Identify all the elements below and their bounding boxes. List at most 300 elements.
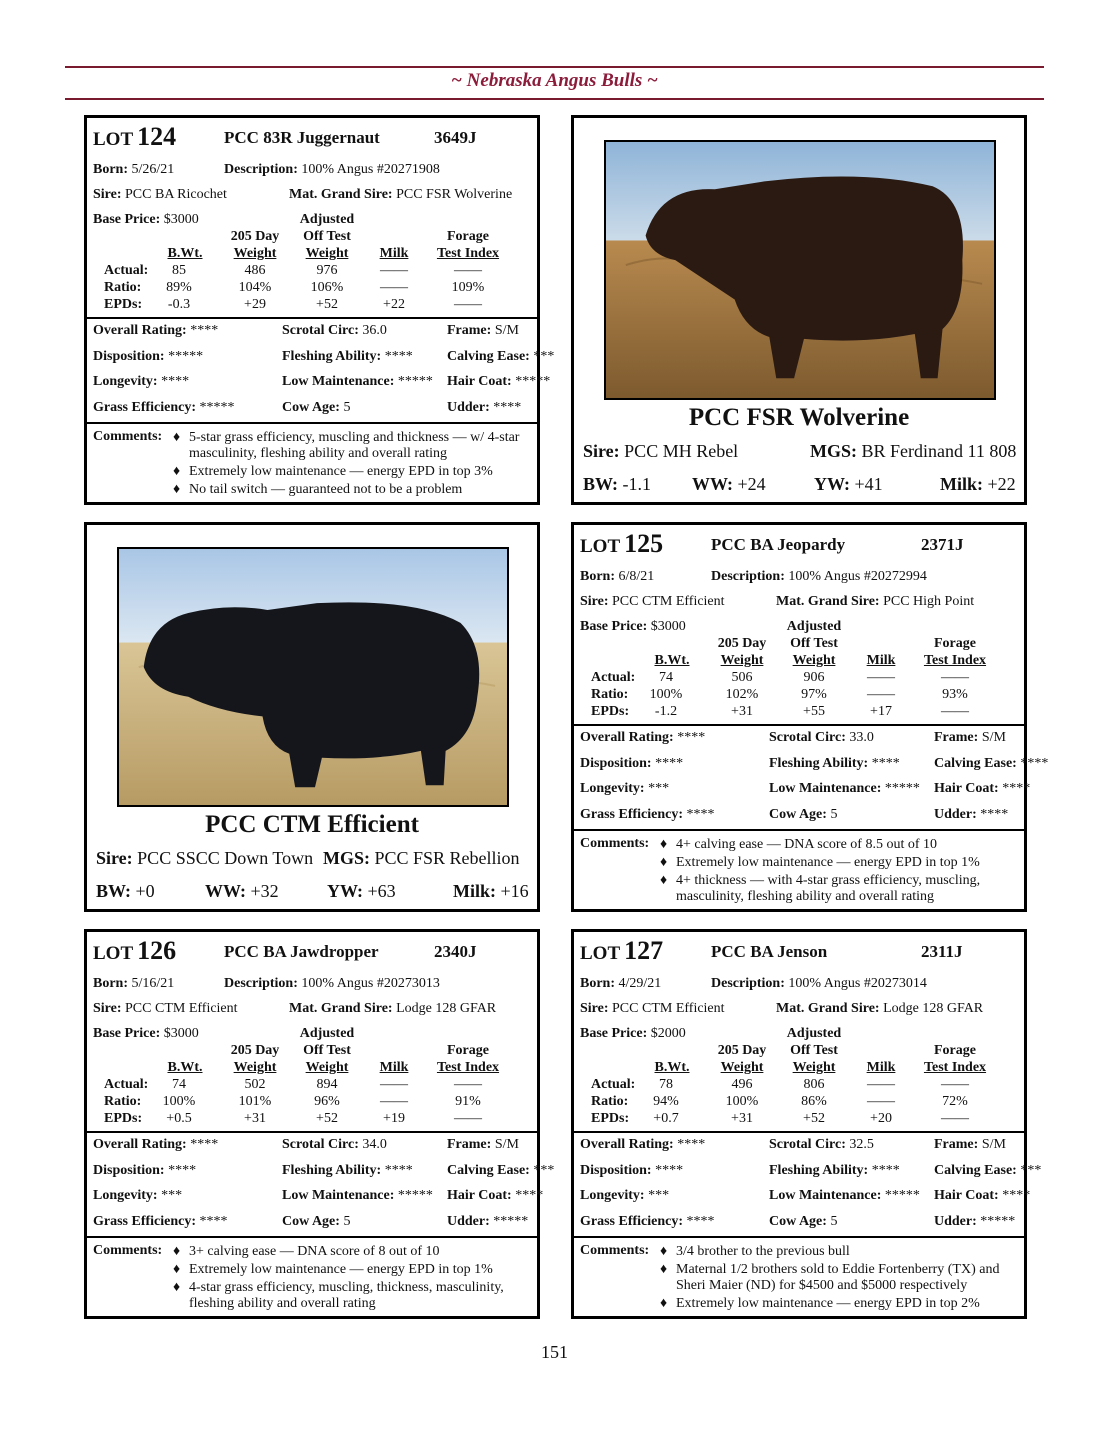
born — [93, 976, 174, 992]
rating-value: 5 — [830, 1213, 838, 1229]
sire-label: Sire: — [93, 1001, 122, 1016]
data-cell: 102% — [725, 687, 759, 702]
rating-label: Cow Age: — [769, 1213, 827, 1229]
rating-item — [769, 807, 837, 823]
comments-label: Comments: — [580, 1243, 650, 1258]
rating-label: Fleshing Ability: — [282, 1162, 382, 1178]
sire-value: PCC CTM Efficient — [612, 594, 725, 609]
rating-label: Scrotal Circ: — [769, 730, 846, 745]
rating-item — [447, 400, 521, 416]
photo-sire — [96, 848, 313, 869]
row-label: Actual: — [104, 263, 149, 278]
head-adjusted: Adjusted — [786, 619, 842, 634]
sire-value: PCC CTM Efficient — [125, 1001, 238, 1016]
description — [711, 976, 927, 992]
bullet-diamond-icon: ♦ — [173, 430, 181, 445]
rating-value: **** — [161, 374, 190, 389]
data-cell: —— — [941, 1077, 969, 1092]
data-cell: +52 — [316, 297, 338, 312]
lot-word: LOT — [580, 943, 621, 964]
lot-number — [93, 122, 176, 152]
col-milk: Milk — [866, 653, 896, 668]
rating-label: Hair Coat: — [934, 781, 999, 796]
lot-num: 124 — [137, 122, 177, 151]
photo-yw-value: +63 — [367, 881, 396, 901]
photo-bw — [583, 474, 651, 495]
bull-name: PCC 83R Juggernaut — [224, 128, 380, 147]
bull-tag: 3649J — [434, 128, 477, 147]
bull-photo — [117, 547, 509, 807]
born — [580, 976, 661, 992]
data-cell: +31 — [731, 704, 753, 719]
lot-number — [93, 936, 176, 966]
rating-label: Udder: — [934, 806, 977, 822]
rating-value: **** — [871, 755, 900, 771]
rating-value: ***** — [884, 1188, 920, 1203]
divider — [574, 1236, 1024, 1238]
photo-yw-label: YW: — [814, 474, 850, 494]
col-bwt: B.Wt. — [654, 1060, 690, 1075]
rating-item — [93, 374, 189, 390]
rating-label: Frame: — [447, 323, 492, 338]
photo-mgs-label: MGS: — [810, 441, 857, 461]
rating-value: **** — [677, 1137, 706, 1152]
rating-item — [769, 1214, 837, 1230]
base-price-label: Base Price: — [580, 619, 648, 634]
col-205-weight: Weight — [233, 1060, 277, 1075]
rating-item — [580, 1163, 683, 1179]
col-205-weight: Weight — [233, 246, 277, 261]
bull-name: PCC BA Jeopardy — [711, 535, 846, 554]
head-off-test: Off Test — [303, 229, 351, 244]
data-cell: —— — [867, 670, 895, 685]
data-cell: —— — [941, 670, 969, 685]
col-test-index: Test Index — [436, 1060, 500, 1075]
rating-label: Calving Ease: — [447, 1162, 530, 1178]
rating-item — [93, 323, 218, 339]
rating-value: ***** — [493, 1213, 529, 1229]
data-cell: +20 — [870, 1111, 892, 1126]
rating-label: Hair Coat: — [934, 1188, 999, 1203]
rating-label: Cow Age: — [282, 399, 340, 415]
rating-item — [447, 374, 550, 390]
sire-label: Sire: — [93, 187, 122, 202]
rating-value: **** — [1002, 1188, 1031, 1203]
rating-label: Calving Ease: — [934, 1162, 1017, 1178]
rating-item — [580, 756, 683, 772]
lot-num: 127 — [624, 936, 664, 965]
rating-item — [447, 1188, 543, 1204]
rating-value: *** — [648, 1188, 670, 1203]
rating-item — [282, 1214, 350, 1230]
rating-value: 5 — [343, 399, 351, 415]
data-cell: 85 — [172, 263, 186, 278]
data-cell: -1.2 — [654, 704, 678, 719]
born-label: Born: — [93, 162, 128, 177]
row-label: EPDs: — [104, 1111, 143, 1126]
comments-label: Comments: — [93, 1243, 163, 1258]
head-adjusted: Adjusted — [786, 1026, 842, 1041]
data-cell: 93% — [942, 687, 968, 702]
row-label: Actual: — [591, 1077, 636, 1092]
bull-name: PCC BA Jawdropper — [224, 942, 379, 961]
born-value: 5/26/21 — [131, 162, 175, 177]
rating-label: Frame: — [934, 1137, 979, 1152]
mat-grand-sire-label: Mat. Grand Sire: — [776, 1001, 880, 1016]
data-cell: 976 — [316, 263, 338, 278]
data-cell: +55 — [803, 704, 825, 719]
rating-item — [282, 400, 350, 416]
description — [224, 162, 440, 178]
rating-label: Longevity: — [93, 1188, 158, 1203]
bullet-diamond-icon: ♦ — [660, 1296, 668, 1311]
col-offtest-weight: Weight — [305, 246, 349, 261]
rating-value: ***** — [397, 1188, 433, 1203]
rating-item — [769, 1137, 874, 1153]
rating-value: *** — [161, 1188, 183, 1203]
rating-label: Low Maintenance: — [769, 1188, 882, 1203]
rating-value: **** — [1002, 781, 1031, 796]
bullet-diamond-icon: ♦ — [173, 464, 181, 479]
bullet-diamond-icon: ♦ — [660, 1262, 668, 1277]
rating-value: **** — [190, 1137, 219, 1152]
data-cell: 100% — [162, 1094, 196, 1109]
comments-label: Comments: — [93, 429, 163, 444]
mat-grand-sire-value: Lodge 128 GFAR — [883, 1001, 984, 1016]
photo-milk-label: Milk: — [940, 474, 983, 494]
rating-label: Fleshing Ability: — [769, 1162, 869, 1178]
photo-ww-value: +32 — [250, 881, 279, 901]
lot-card — [571, 522, 1049, 912]
rating-label: Frame: — [447, 1137, 492, 1152]
data-cell: +19 — [383, 1111, 405, 1126]
rating-item — [934, 1163, 1041, 1179]
born — [580, 569, 654, 585]
comment-text: 3/4 brother to the previous bull — [676, 1244, 850, 1259]
rating-item — [447, 1163, 554, 1179]
description — [711, 569, 927, 585]
data-cell: 78 — [659, 1077, 673, 1092]
data-cell: 806 — [803, 1077, 825, 1092]
data-cell: —— — [454, 1077, 482, 1092]
sire-value: PCC CTM Efficient — [612, 1001, 725, 1016]
rating-label: Disposition: — [93, 348, 165, 364]
mat-grand-sire-value: Lodge 128 GFAR — [396, 1001, 497, 1016]
base-price-value: $3000 — [650, 619, 686, 634]
rating-label: Scrotal Circ: — [282, 1137, 359, 1152]
photo-milk — [940, 474, 1016, 495]
divider — [87, 1131, 537, 1133]
rating-item — [934, 781, 1030, 797]
rating-value: **** — [655, 755, 684, 771]
rating-label: Overall Rating: — [580, 1137, 674, 1152]
comment-item — [660, 1296, 1010, 1312]
data-cell: +17 — [870, 704, 892, 719]
born-value: 5/16/21 — [131, 976, 175, 991]
rating-item — [580, 730, 705, 746]
rating-label: Low Maintenance: — [282, 1188, 395, 1203]
data-cell: 96% — [314, 1094, 340, 1109]
rating-item — [769, 1188, 920, 1204]
head-forage: Forage — [934, 636, 976, 651]
comment-item — [660, 855, 1010, 871]
lot-num: 126 — [137, 936, 177, 965]
rating-label: Hair Coat: — [447, 1188, 512, 1203]
data-cell: 496 — [731, 1077, 753, 1092]
row-label: EPDs: — [591, 1111, 630, 1126]
data-cell: —— — [380, 280, 408, 295]
rating-label: Grass Efficiency: — [580, 806, 684, 822]
rating-value: **** — [190, 323, 219, 338]
data-cell: 506 — [731, 670, 753, 685]
rating-value: 33.0 — [849, 730, 874, 745]
rating-item — [934, 1137, 1006, 1153]
rating-item — [447, 1214, 528, 1230]
col-offtest-weight: Weight — [305, 1060, 349, 1075]
photo-mgs-value: PCC FSR Rebellion — [374, 848, 520, 868]
data-cell: 502 — [244, 1077, 266, 1092]
rating-label: Longevity: — [93, 374, 158, 389]
bullet-diamond-icon: ♦ — [660, 855, 668, 870]
data-cell: —— — [454, 297, 482, 312]
head-adjusted: Adjusted — [299, 212, 355, 227]
rating-label: Longevity: — [580, 781, 645, 796]
sire-photo-name: PCC FSR Wolverine — [688, 404, 910, 431]
head-forage: Forage — [447, 1043, 489, 1058]
head-forage: Forage — [934, 1043, 976, 1058]
data-cell: —— — [454, 263, 482, 278]
col-test-index: Test Index — [923, 653, 987, 668]
comment-text: Maternal 1/2 brothers sold to Eddie Fortenberry (TX) and Sheri Maier (ND) for $4500 and $5000 respectively — [676, 1262, 1000, 1293]
description-label: Description: — [224, 976, 298, 991]
row-label: EPDs: — [104, 297, 143, 312]
divider — [574, 829, 1024, 831]
lot-word: LOT — [580, 536, 621, 557]
divider — [87, 317, 537, 319]
rating-item — [580, 781, 669, 797]
born-value: 4/29/21 — [618, 976, 662, 991]
sire-value: PCC BA Ricochet — [125, 187, 227, 202]
rating-label: Grass Efficiency: — [93, 1213, 197, 1229]
photo-bw — [96, 881, 155, 902]
rating-item — [447, 323, 519, 339]
divider — [574, 724, 1024, 726]
rating-label: Disposition: — [93, 1162, 165, 1178]
data-cell: 106% — [310, 280, 344, 295]
data-cell: 906 — [803, 670, 825, 685]
rating-label: Udder: — [447, 399, 490, 415]
col-205-weight: Weight — [720, 653, 764, 668]
description — [224, 976, 440, 992]
photo-milk-value: +16 — [500, 881, 529, 901]
description-label: Description: — [711, 569, 785, 584]
data-cell: 91% — [455, 1094, 481, 1109]
bullet-diamond-icon: ♦ — [173, 482, 181, 497]
col-milk: Milk — [379, 246, 409, 261]
rating-value: **** — [384, 1162, 413, 1178]
data-cell: +29 — [244, 297, 266, 312]
bullet-diamond-icon: ♦ — [660, 1244, 668, 1259]
rating-item — [282, 1163, 413, 1179]
data-cell: 101% — [238, 1094, 272, 1109]
base-price-label: Base Price: — [93, 212, 161, 227]
rating-value: 5 — [830, 806, 838, 822]
lot-num: 125 — [624, 529, 664, 558]
comment-item — [660, 1244, 1010, 1260]
col-offtest-weight: Weight — [792, 653, 836, 668]
description-label: Description: — [224, 162, 298, 177]
rating-label: Overall Rating: — [93, 323, 187, 338]
rating-item — [580, 1188, 669, 1204]
head-205-day: 205 Day — [230, 229, 280, 244]
photo-mgs-value: BR Ferdinand 11 808 — [861, 441, 1017, 461]
description-value: 100% Angus #20273013 — [301, 976, 440, 991]
row-label: Ratio: — [591, 1094, 629, 1109]
rating-label: Disposition: — [580, 1162, 652, 1178]
data-cell: —— — [380, 263, 408, 278]
data-cell: +0.5 — [166, 1111, 192, 1126]
rating-value: **** — [871, 1162, 900, 1178]
data-cell: 97% — [801, 687, 827, 702]
rating-item — [282, 323, 387, 339]
col-test-index: Test Index — [923, 1060, 987, 1075]
rating-item — [282, 374, 433, 390]
data-cell: 486 — [244, 263, 266, 278]
mat-grand-sire-value: PCC FSR Wolverine — [396, 187, 513, 202]
description-label: Description: — [711, 976, 785, 991]
born — [93, 162, 174, 178]
rating-item — [934, 807, 1008, 823]
col-bwt: B.Wt. — [167, 1060, 203, 1075]
data-cell: —— — [454, 1111, 482, 1126]
rating-item — [934, 730, 1006, 746]
comment-item — [173, 1280, 523, 1312]
rating-item — [93, 1188, 182, 1204]
rating-item — [93, 349, 203, 365]
photo-ww-label: WW: — [692, 474, 734, 494]
photo-sire-label: Sire: — [583, 441, 620, 461]
sire — [580, 594, 725, 610]
photo-yw-label: YW: — [327, 881, 363, 901]
rating-item — [769, 730, 874, 746]
row-label: Ratio: — [591, 687, 629, 702]
born-value: 6/8/21 — [618, 569, 655, 584]
comment-item — [173, 1262, 523, 1278]
rating-item — [580, 807, 715, 823]
data-cell: +31 — [731, 1111, 753, 1126]
rating-label: Longevity: — [580, 1188, 645, 1203]
photo-ww-label: WW: — [205, 881, 247, 901]
mat-grand-sire — [289, 1001, 496, 1017]
photo-sire-value: PCC SSCC Down Town — [137, 848, 314, 868]
photo-milk-label: Milk: — [453, 881, 496, 901]
data-cell: +22 — [383, 297, 405, 312]
row-label: EPDs: — [591, 704, 630, 719]
row-label: Actual: — [591, 670, 636, 685]
rating-item — [93, 1137, 218, 1153]
col-milk: Milk — [866, 1060, 896, 1075]
rating-item — [580, 1214, 715, 1230]
data-cell: 74 — [172, 1077, 186, 1092]
base-price — [580, 619, 686, 635]
bull-name: PCC BA Jenson — [711, 942, 828, 961]
rating-label: Hair Coat: — [447, 374, 512, 389]
rating-item — [93, 400, 235, 416]
rating-label: Udder: — [934, 1213, 977, 1229]
rating-value: *** — [648, 781, 670, 796]
mat-grand-sire-label: Mat. Grand Sire: — [289, 187, 393, 202]
base-price-label: Base Price: — [93, 1026, 161, 1041]
mat-grand-sire-label: Mat. Grand Sire: — [289, 1001, 393, 1016]
comment-text: Extremely low maintenance — energy EPD in top 3% — [189, 464, 493, 479]
lot-card — [84, 115, 555, 505]
photo-mgs-label: MGS: — [323, 848, 370, 868]
base-price — [580, 1026, 686, 1042]
data-cell: 100% — [649, 687, 683, 702]
rating-label: Frame: — [934, 730, 979, 745]
comment-item — [173, 1244, 523, 1260]
lot-card — [84, 929, 555, 1319]
comment-text: 4-star grass efficiency, muscling, thickness, masculinity, fleshing ability and overall rating — [189, 1280, 504, 1311]
photo-milk-value: +22 — [987, 474, 1016, 494]
bull-tag: 2311J — [921, 942, 963, 961]
lot-card — [571, 929, 1042, 1319]
sire — [93, 1001, 238, 1017]
head-off-test: Off Test — [790, 636, 838, 651]
photo-yw — [814, 474, 883, 495]
data-cell: 74 — [659, 670, 673, 685]
comment-text: 5-star grass efficiency, muscling and thickness — w/ 4-star masculinity, fleshing ability and overall rating — [189, 430, 520, 461]
rating-value: 36.0 — [362, 323, 387, 338]
base-price — [93, 1026, 199, 1042]
rating-value: **** — [686, 806, 715, 822]
rating-value: **** — [515, 1188, 544, 1203]
col-bwt: B.Wt. — [167, 246, 203, 261]
comment-text: Extremely low maintenance — energy EPD in top 2% — [676, 1296, 980, 1311]
data-cell: —— — [941, 1111, 969, 1126]
row-label: Ratio: — [104, 280, 142, 295]
rating-item — [447, 349, 554, 365]
data-cell: 72% — [942, 1094, 968, 1109]
head-adjusted: Adjusted — [299, 1026, 355, 1041]
photo-bw-label: BW: — [96, 881, 132, 901]
data-cell: —— — [867, 687, 895, 702]
bull-photo — [604, 140, 996, 400]
rating-label: Scrotal Circ: — [282, 323, 359, 338]
rating-value: ***** — [884, 781, 920, 796]
rating-item — [769, 756, 900, 772]
comment-item — [660, 873, 1010, 905]
page-number: 151 — [541, 1342, 568, 1362]
mat-grand-sire — [289, 187, 512, 203]
rating-value: **** — [686, 1213, 715, 1229]
data-cell: 86% — [801, 1094, 827, 1109]
header-bottom-rule — [65, 98, 1044, 100]
sire — [93, 187, 227, 203]
data-cell: +52 — [803, 1111, 825, 1126]
bullet-diamond-icon: ♦ — [173, 1280, 181, 1295]
rating-value: **** — [199, 1213, 228, 1229]
rating-label: Disposition: — [580, 755, 652, 771]
head-forage: Forage — [447, 229, 489, 244]
base-price-value: $2000 — [650, 1026, 686, 1041]
rating-label: Udder: — [447, 1213, 490, 1229]
rating-value: **** — [168, 1162, 197, 1178]
rating-value: S/M — [494, 323, 519, 338]
row-label: Actual: — [104, 1077, 149, 1092]
rating-item — [934, 1188, 1030, 1204]
photo-sire-value: PCC MH Rebel — [624, 441, 739, 461]
